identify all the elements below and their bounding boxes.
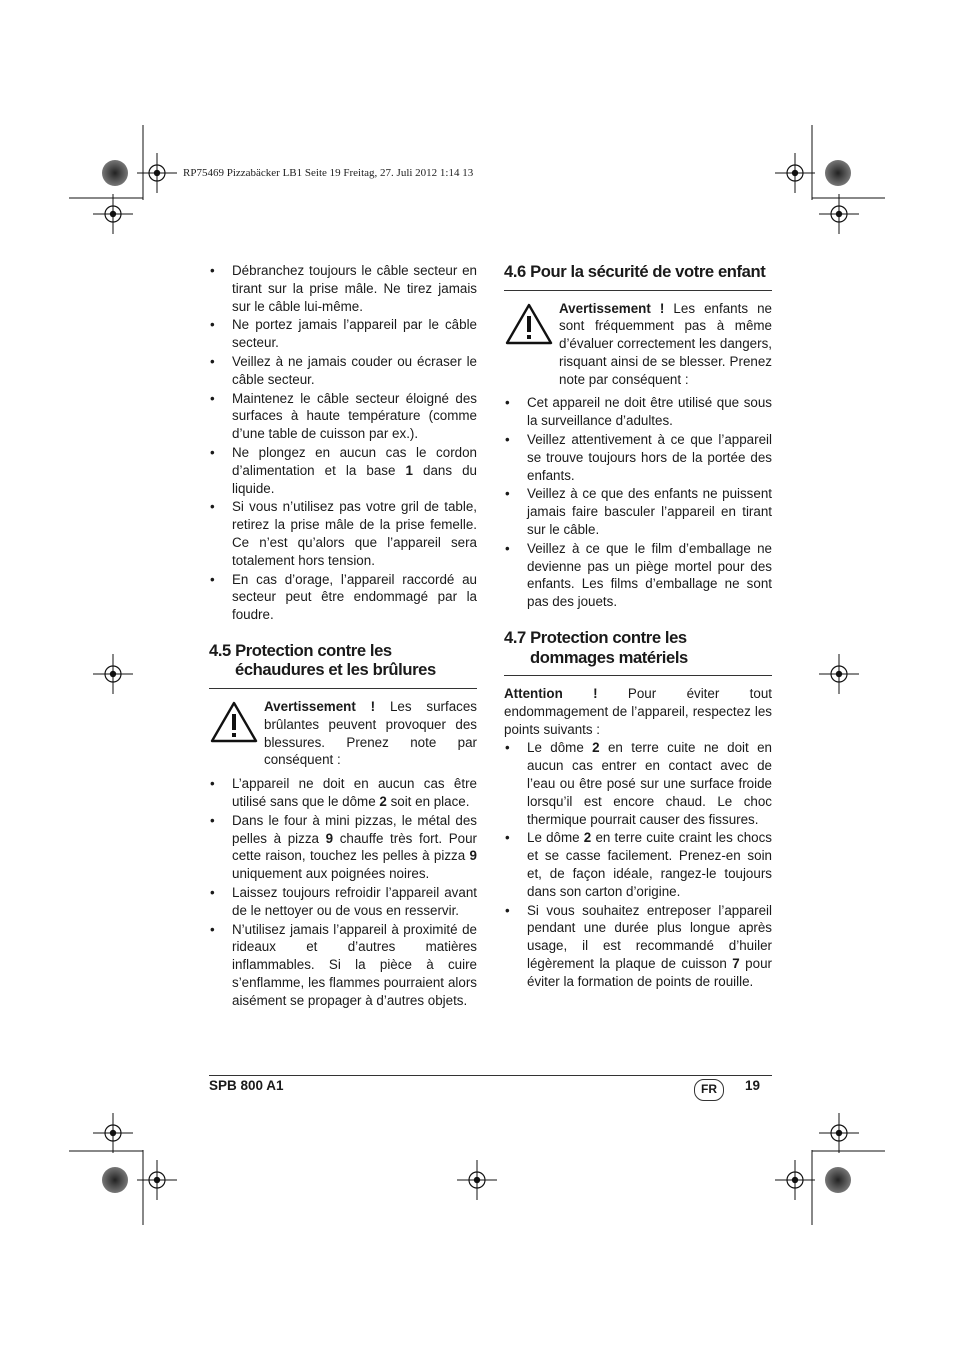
warning-label: Avertissement ! xyxy=(264,698,376,714)
section-title: 4.6 Pour la sécurité de votre enfant xyxy=(504,262,766,281)
list-item: • Ne portez jamais l’appareil par le câble secteur. xyxy=(209,316,477,352)
section-title: 4.5 Protection contre les échaudures et les brûlures xyxy=(209,640,436,680)
list-item: • Le dôme 2 en terre cuite craint les chocs et se casse facilement. Prenez-en soin et, de façon idéale, rangez-le toujours dans son carton d’origine. xyxy=(504,829,772,900)
cable-safety-list xyxy=(209,262,477,624)
damage-protection-list xyxy=(504,739,772,990)
list-item: • Ne plongez en aucun cas le cordon d’alimentation et la base 1 dans du liquide. xyxy=(209,444,477,497)
language-badge: FR xyxy=(694,1079,724,1101)
model-number: SPB 800 A1 xyxy=(209,1078,284,1093)
warning-triangle-icon xyxy=(504,300,559,389)
right-column xyxy=(504,262,772,992)
warning-block: Avertissement ! Les enfants ne sont fréquemment pas à même d’évaluer correctement les dangers, risquant ainsi de se blesser. Prenez note par conséquent : xyxy=(504,300,772,389)
list-item: • Veillez attentivement à ce que l’appareil se trouve toujours hors de la portée des enfants. xyxy=(504,431,772,484)
list-item: • En cas d’orage, l’appareil raccordé au secteur peut être endommagé par la foudre. xyxy=(209,571,477,624)
left-column xyxy=(209,262,477,1010)
list-item: • Si vous souhaitez entreposer l’appareil pendant une durée plus longue après usage, il est recommandé d’huiler légèrement la plaque de cuisson 7 pour éviter la formation de points de rouille. xyxy=(504,902,772,991)
section-45-heading xyxy=(209,641,477,689)
warning-triangle-icon xyxy=(209,698,264,769)
burn-safety-list xyxy=(209,775,477,1009)
print-slug-header: RP75469 Pizzabäcker LB1 Seite 19 Freitag, 27. Juli 2012 1:14 13 xyxy=(183,167,474,179)
list-item: • L’appareil ne doit en aucun cas être utilisé sans que le dôme 2 soit en place. xyxy=(209,775,477,811)
list-item: • Dans le four à mini pizzas, le métal des pelles à pizza 9 chauffe très fort. Pour cette raison, touchez les pelles à pizza 9 uniquement aux poignées noires. xyxy=(209,812,477,883)
footer-divider xyxy=(209,1075,772,1076)
page-number: 19 xyxy=(745,1078,761,1093)
list-item: • Si vous n’utilisez pas votre gril de table, retirez la prise mâle de la prise femelle. Ce n’est qu’alors que l’appareil sera totalement hors tension. xyxy=(209,498,477,569)
list-item: • Maintenez le câble secteur éloigné des surfaces à haute température (comme d’une table de cuisson par ex.). xyxy=(209,390,477,443)
warning-label: Avertissement ! xyxy=(559,300,665,316)
list-item: • Débranchez toujours le câble secteur en tirant sur la prise mâle. Ne tirez jamais sur le câble lui-même. xyxy=(209,262,477,315)
list-item: • N’utilisez jamais l’appareil à proximité de rideaux et d’autres matières inflammables. Si la pièce à cuire s’enflamme, les flammes pourraient alors aisément se propager à d’autres objets. xyxy=(209,921,477,1010)
list-item: • Le dôme 2 en terre cuite ne doit en aucun cas entrer en contact avec de l’eau ou être posé sur une surface froide lorsqu’il est encore chaud. Le choc thermique pourrait causer des fissures. xyxy=(504,739,772,828)
attention-label: Attention ! xyxy=(504,686,598,702)
list-item: • Veillez à ce que des enfants ne puissent jamais faire basculer l’appareil en tirant sur le câble. xyxy=(504,485,772,538)
attention-paragraph: Attention ! Pour éviter tout endommagement de l’appareil, respectez les points suivants : xyxy=(504,686,773,737)
warning-block: Avertissement ! Les surfaces brûlantes peuvent provoquer des blessures. Prenez note par conséquent : xyxy=(209,698,477,769)
list-item: • Cet appareil ne doit être utilisé que sous la surveillance d’adultes. xyxy=(504,394,772,430)
section-title: 4.7 Protection contre les dommages matériels xyxy=(504,628,688,667)
list-item: • Laissez toujours refroidir l’appareil avant de le nettoyer ou de vous en resservir. xyxy=(209,884,477,920)
section-46-heading xyxy=(504,262,772,291)
child-safety-list xyxy=(504,394,772,611)
section-47-heading xyxy=(504,628,772,676)
list-item: • Veillez à ne jamais couder ou écraser le câble secteur. xyxy=(209,353,477,389)
list-item: • Veillez à ce que le film d’emballage ne devienne pas un piège mortel pour des enfants. Les films d’emballage ne sont pas des jouets. xyxy=(504,540,772,611)
